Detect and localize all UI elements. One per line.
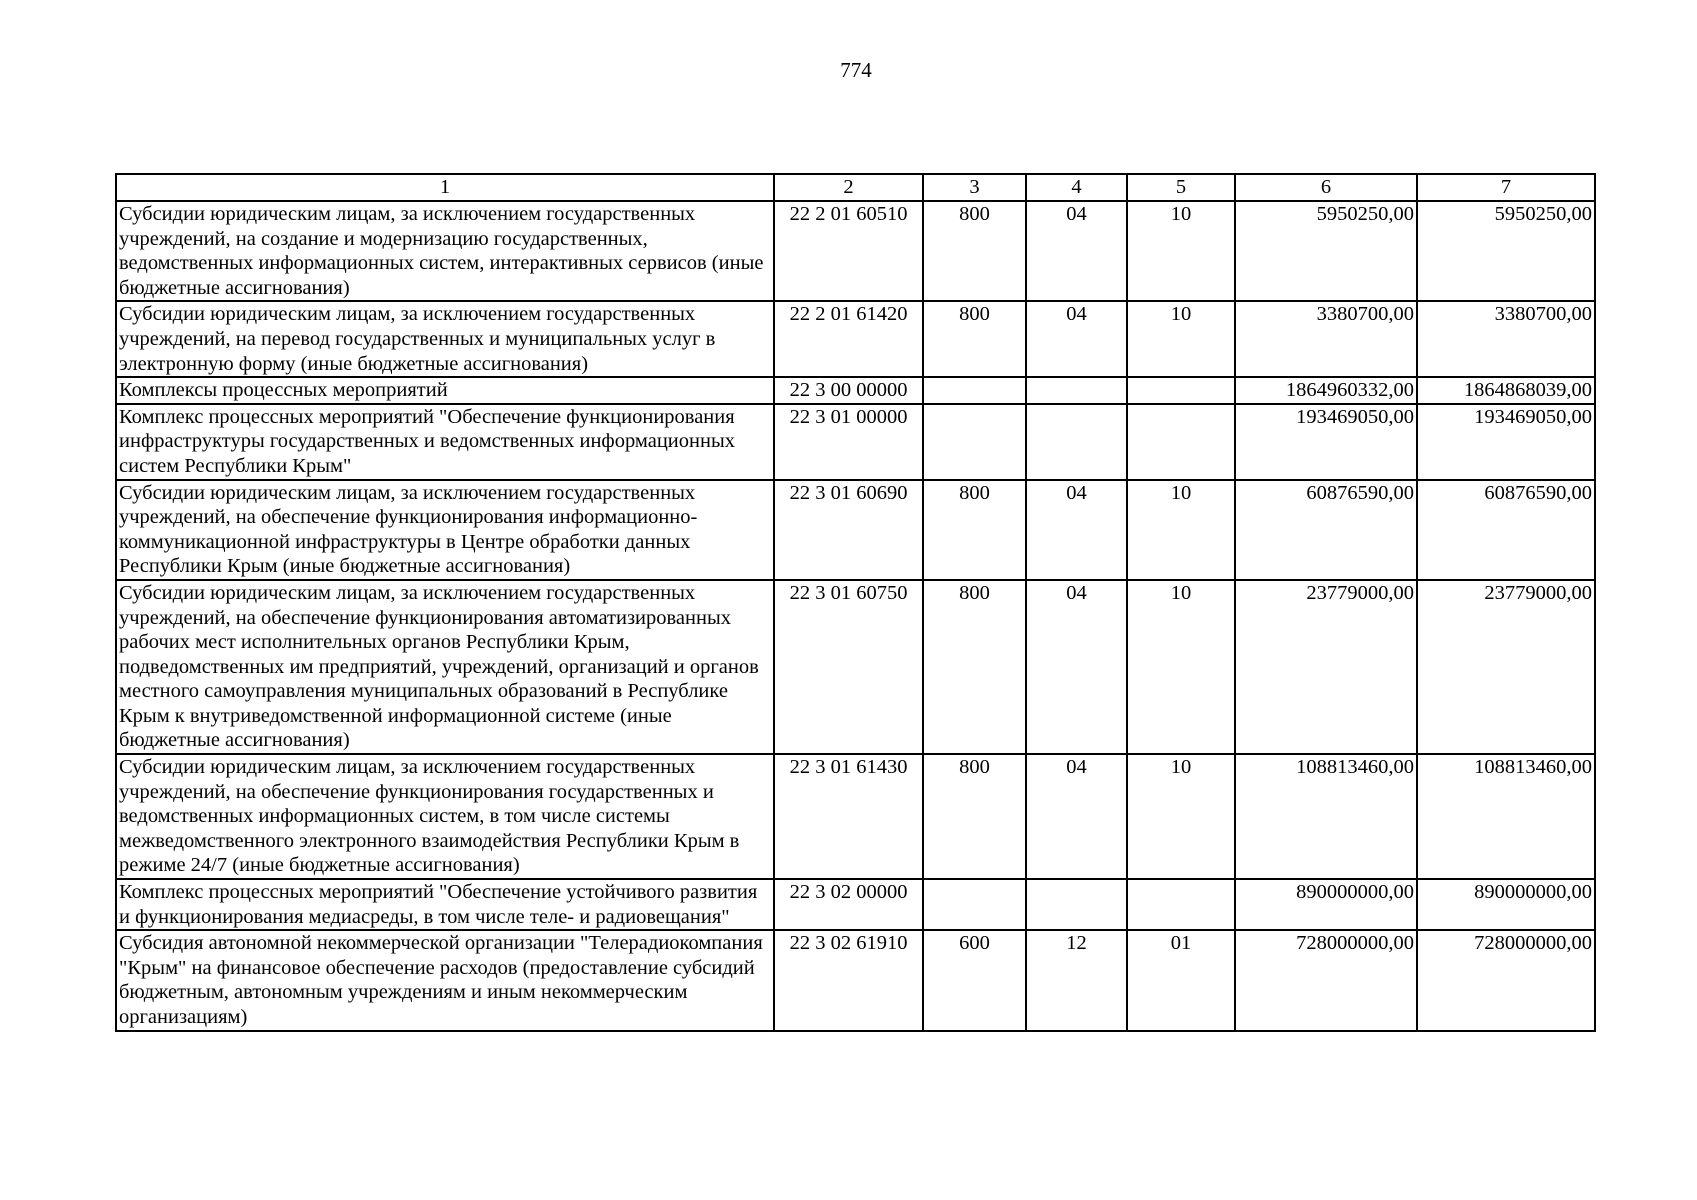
row-col5: 10 xyxy=(1127,301,1235,377)
row-description: Комплекс процессных мероприятий "Обеспечение функционирования инфраструктуры государственных и ведомственных информационных систем Республики Крым" xyxy=(116,404,774,480)
row-amount-col7: 193469050,00 xyxy=(1417,404,1595,480)
column-header-4: 4 xyxy=(1026,174,1127,201)
row-code: 22 3 02 61910 xyxy=(774,930,923,1030)
row-col4 xyxy=(1026,879,1127,930)
row-col3: 800 xyxy=(923,754,1026,879)
row-code: 22 3 02 00000 xyxy=(774,879,923,930)
row-amount-col6: 193469050,00 xyxy=(1235,404,1417,480)
row-amount-col6: 108813460,00 xyxy=(1235,754,1417,879)
row-code: 22 3 01 60690 xyxy=(774,480,923,580)
row-code: 22 2 01 60510 xyxy=(774,201,923,301)
row-col4 xyxy=(1026,377,1127,404)
table-row xyxy=(116,301,1595,377)
table-header-row xyxy=(116,174,1595,201)
row-amount-col6: 23779000,00 xyxy=(1235,580,1417,754)
page-number: 774 xyxy=(840,58,872,82)
column-header-7: 7 xyxy=(1417,174,1595,201)
row-col3 xyxy=(923,404,1026,480)
row-amount-col7: 5950250,00 xyxy=(1417,201,1595,301)
row-col4: 04 xyxy=(1026,480,1127,580)
row-code: 22 2 01 61420 xyxy=(774,301,923,377)
table-row xyxy=(116,754,1595,879)
row-col4: 12 xyxy=(1026,930,1127,1030)
row-col4 xyxy=(1026,404,1127,480)
row-amount-col7: 1864868039,00 xyxy=(1417,377,1595,404)
row-amount-col7: 60876590,00 xyxy=(1417,480,1595,580)
column-header-2: 2 xyxy=(774,174,923,201)
row-description: Субсидии юридическим лицам, за исключением государственных учреждений, на обеспечение функционирования автоматизированных рабочих мест исполнительных органов Республики Крым, подведомственных им предприятий, учреждений, организаций и органов местного самоуправления муниципальных образований в Республике Крым к внутриведомственной информационной системе (иные бюджетные ассигнования) xyxy=(116,580,774,754)
row-amount-col6: 1864960332,00 xyxy=(1235,377,1417,404)
row-amount-col7: 890000000,00 xyxy=(1417,879,1595,930)
row-col5: 10 xyxy=(1127,201,1235,301)
row-code: 22 3 01 61430 xyxy=(774,754,923,879)
row-col4: 04 xyxy=(1026,201,1127,301)
row-description: Субсидии юридическим лицам, за исключением государственных учреждений, на обеспечение функционирования государственных и ведомственных информационных систем, в том числе системы межведомственного электронного взаимодействия Республики Крым в режиме 24/7 (иные бюджетные ассигнования) xyxy=(116,754,774,879)
row-col3: 600 xyxy=(923,930,1026,1030)
row-amount-col7: 728000000,00 xyxy=(1417,930,1595,1030)
row-col3 xyxy=(923,377,1026,404)
row-col3: 800 xyxy=(923,480,1026,580)
row-col3: 800 xyxy=(923,580,1026,754)
row-code: 22 3 00 00000 xyxy=(774,377,923,404)
table-row xyxy=(116,377,1595,404)
row-description: Комплексы процессных мероприятий xyxy=(116,377,774,404)
budget-table xyxy=(115,173,1596,1032)
table-row xyxy=(116,580,1595,754)
table-row xyxy=(116,879,1595,930)
row-col4: 04 xyxy=(1026,580,1127,754)
row-col5 xyxy=(1127,879,1235,930)
row-col5: 10 xyxy=(1127,480,1235,580)
row-code: 22 3 01 60750 xyxy=(774,580,923,754)
row-col3 xyxy=(923,879,1026,930)
column-header-5: 5 xyxy=(1127,174,1235,201)
table-row xyxy=(116,404,1595,480)
row-amount-col6: 728000000,00 xyxy=(1235,930,1417,1030)
row-col3: 800 xyxy=(923,301,1026,377)
row-description: Комплекс процессных мероприятий "Обеспечение устойчивого развития и функционирования медиасреды, в том числе теле- и радиовещания" xyxy=(116,879,774,930)
row-code: 22 3 01 00000 xyxy=(774,404,923,480)
row-col5: 10 xyxy=(1127,754,1235,879)
row-description: Субсидия автономной некоммерческой организации "Телерадиокомпания "Крым" на финансовое обеспечение расходов (предоставление субсидий бюджетным, автономным учреждениям и иным некоммерческим организациям) xyxy=(116,930,774,1030)
column-header-1: 1 xyxy=(116,174,774,201)
row-col4: 04 xyxy=(1026,301,1127,377)
row-col5: 01 xyxy=(1127,930,1235,1030)
row-col5 xyxy=(1127,404,1235,480)
row-description: Субсидии юридическим лицам, за исключением государственных учреждений, на обеспечение функционирования информационно-коммуникационной инфраструктуры в Центре обработки данных Республики Крым (иные бюджетные ассигнования) xyxy=(116,480,774,580)
table-row xyxy=(116,930,1595,1030)
column-header-6: 6 xyxy=(1235,174,1417,201)
row-amount-col6: 5950250,00 xyxy=(1235,201,1417,301)
row-amount-col7: 23779000,00 xyxy=(1417,580,1595,754)
row-amount-col7: 3380700,00 xyxy=(1417,301,1595,377)
row-amount-col7: 108813460,00 xyxy=(1417,754,1595,879)
column-header-3: 3 xyxy=(923,174,1026,201)
row-amount-col6: 3380700,00 xyxy=(1235,301,1417,377)
row-description: Субсидии юридическим лицам, за исключением государственных учреждений, на перевод государственных и муниципальных услуг в электронную форму (иные бюджетные ассигнования) xyxy=(116,301,774,377)
row-col5 xyxy=(1127,377,1235,404)
table-row xyxy=(116,201,1595,301)
row-amount-col6: 60876590,00 xyxy=(1235,480,1417,580)
row-col5: 10 xyxy=(1127,580,1235,754)
row-description: Субсидии юридическим лицам, за исключением государственных учреждений, на создание и модернизацию государственных, ведомственных информационных систем, интерактивных сервисов (иные бюджетные ассигнования) xyxy=(116,201,774,301)
table-row xyxy=(116,480,1595,580)
row-col4: 04 xyxy=(1026,754,1127,879)
row-amount-col6: 890000000,00 xyxy=(1235,879,1417,930)
row-col3: 800 xyxy=(923,201,1026,301)
